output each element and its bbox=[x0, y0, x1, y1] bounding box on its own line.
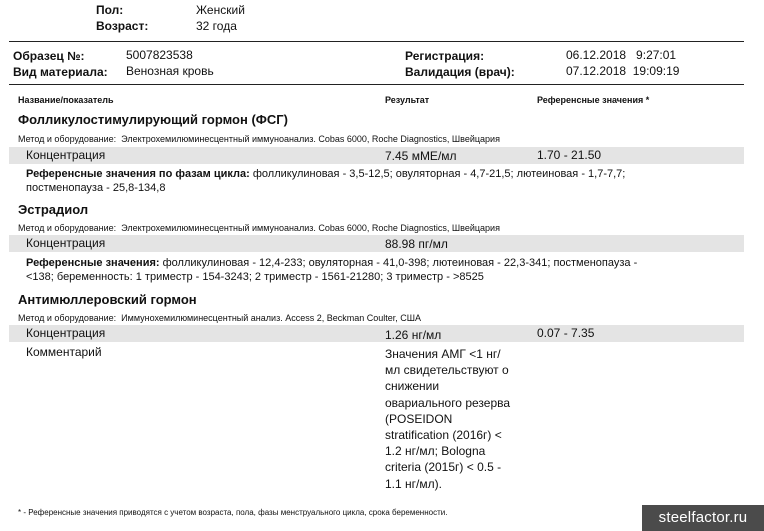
param-amh: Концентрация bbox=[26, 326, 106, 340]
material-label: Вид материала: bbox=[13, 65, 108, 79]
param-estradiol: Концентрация bbox=[26, 236, 106, 250]
sample-number-value: 5007823538 bbox=[126, 48, 193, 62]
sample-number-label: Образец №: bbox=[13, 49, 85, 63]
method-label: Метод и оборудование: bbox=[18, 313, 117, 323]
watermark-label: steelfactor.ru bbox=[642, 505, 764, 531]
validation-value: 07.12.2018 19:09:19 bbox=[566, 64, 680, 78]
age-value: 32 года bbox=[196, 19, 237, 33]
sex-value: Женский bbox=[196, 3, 245, 17]
column-result-header: Результат bbox=[385, 95, 430, 105]
test-title-fsh: Фолликулостимулирующий гормон (ФСГ) bbox=[18, 112, 288, 127]
reference-fsh: 1.70 - 21.50 bbox=[537, 148, 602, 162]
sex-label: Пол: bbox=[96, 3, 124, 17]
registration-label: Регистрация: bbox=[405, 49, 485, 63]
registration-value: 06.12.2018 9:27:01 bbox=[566, 48, 677, 62]
reference-note-label: Референсные значения по фазам цикла: bbox=[26, 168, 250, 180]
method-line-fsh bbox=[18, 134, 500, 144]
method-value: Электрохемилюминесцентный иммуноанализ. Cobas 6000, Roche Diagnostics, Швейцария bbox=[121, 134, 500, 144]
method-line-estradiol bbox=[18, 223, 500, 233]
result-fsh: 7.45 мМЕ/мл bbox=[385, 149, 457, 163]
result-estradiol: 88.98 пг/мл bbox=[385, 237, 448, 251]
method-value: Электрохемилюминесцентный иммуноанализ. Cobas 6000, Roche Diagnostics, Швейцария bbox=[121, 223, 500, 233]
param-fsh: Концентрация bbox=[26, 148, 106, 162]
method-label: Метод и оборудование: bbox=[18, 223, 117, 233]
reference-amh: 0.07 - 7.35 bbox=[537, 326, 595, 340]
reference-note-fsh bbox=[26, 167, 641, 195]
result-row-amh bbox=[9, 325, 744, 342]
comment-text: Значения АМГ <1 нг/мл свидетельствуют о снижении овариального резерва (POSEIDON stratification (2016г) < 1.2 нг/мл; Bologna criteria (2015г) < 0.5 - 1.1 нг/мл). bbox=[385, 347, 511, 491]
reference-note-estradiol bbox=[26, 256, 638, 284]
sample-divider bbox=[9, 84, 744, 85]
result-row-estradiol bbox=[9, 235, 744, 252]
method-value: Иммунохемилюминесцентный анализ. Access 2, Beckman Coulter, США bbox=[121, 313, 421, 323]
comment-label: Комментарий bbox=[26, 345, 102, 359]
result-amh: 1.26 нг/мл bbox=[385, 328, 442, 342]
header-divider bbox=[9, 41, 744, 42]
test-title-amh: Антимюллеровский гормон bbox=[18, 292, 197, 307]
column-reference-header: Референсные значения * bbox=[537, 95, 650, 105]
result-row-fsh bbox=[9, 147, 744, 164]
reference-note-text: фолликулиновая - 12,4-233; овуляторная - 41,0-398; лютеиновая - 22,3-341; постменопауза - <138; беременность: 1 триместр - 154-3243; 2 триместр - 1561-21280; 3 триместр - >8525 bbox=[26, 257, 638, 283]
method-line-amh bbox=[18, 313, 421, 323]
column-name-header: Название/показатель bbox=[18, 95, 114, 105]
material-value: Венозная кровь bbox=[126, 64, 214, 78]
reference-note-text: фолликулиновая - 3,5-12,5; овуляторная - 4,7-21,5; лютеиновая - 1,7-7,7; постменопауза - 25,8-134,8 bbox=[26, 168, 626, 194]
validation-label: Валидация (врач): bbox=[405, 65, 515, 79]
test-title-estradiol: Эстрадиол bbox=[18, 202, 89, 217]
age-label: Возраст: bbox=[96, 19, 149, 33]
method-label: Метод и оборудование: bbox=[18, 134, 117, 144]
footnote: * - Референсные значения приводятся с учетом возраста, пола, фазы менструального цикла, срока беременности. bbox=[18, 508, 448, 517]
reference-note-label: Референсные значения: bbox=[26, 257, 160, 269]
